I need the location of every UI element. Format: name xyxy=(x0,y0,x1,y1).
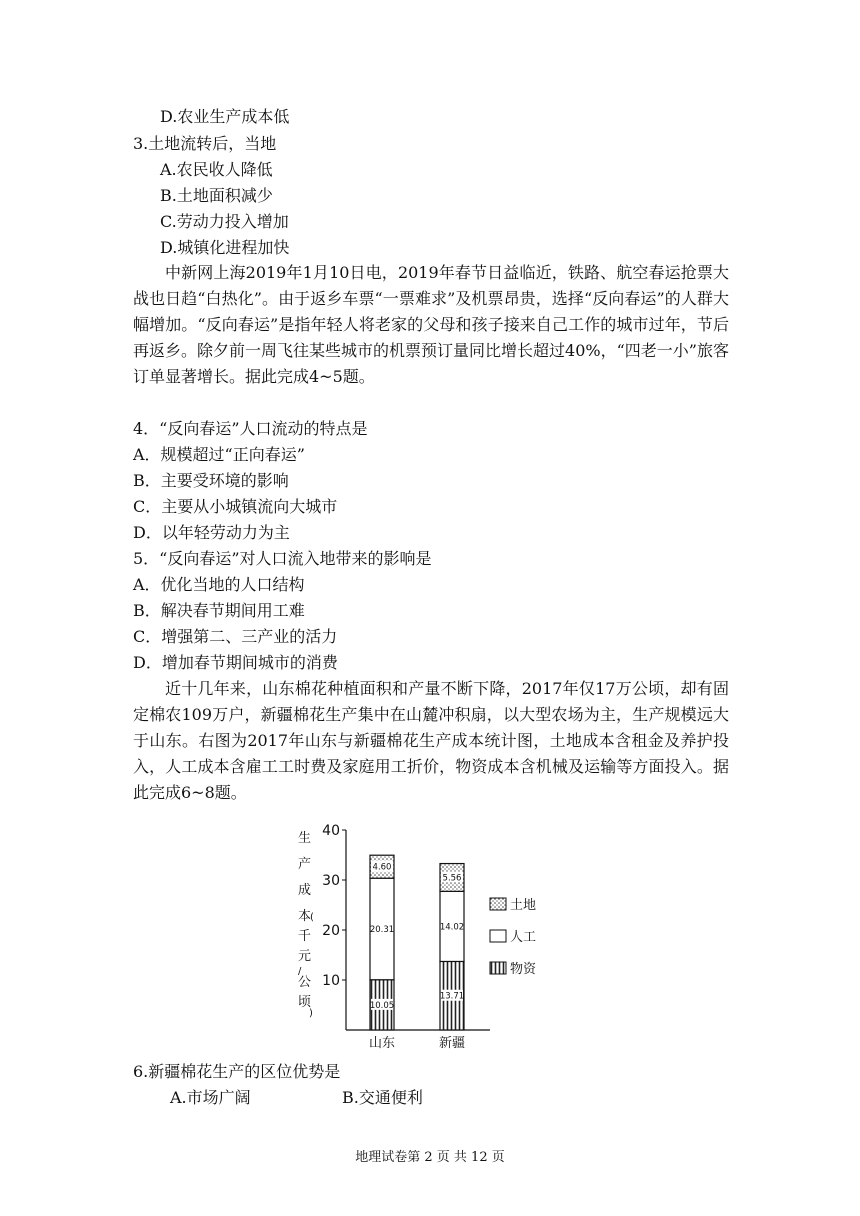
passage-cotton xyxy=(133,676,729,806)
q5-stem: 5．“反向春运”对人口流入地带来的影响是 xyxy=(133,549,432,568)
ylabel-char: 顷 xyxy=(298,995,312,1010)
q4-option-c: C．主要从小城镇流向大城市 xyxy=(133,497,338,516)
legend-label: 物资 xyxy=(510,962,537,977)
ylabel-char: / xyxy=(298,966,302,977)
passage2-text: 近十几年来，山东棉花种植面积和产量不断下降，2017年仅17万公顷，却有固定棉农109万户，新疆棉花生产集中在山麓冲积扇，以大型农场为主，生产规模远大于山东。右图为2017年山东与新疆棉花生产成本统计图，土地成本含租金及养护投入，人工成本含雇工工时费及家庭用工折价，物资成本含机械及运输等方面投入。据此完成6~8题。 xyxy=(133,679,729,802)
value-label: 10.05 xyxy=(369,1000,395,1011)
value-label: 20.31 xyxy=(369,924,395,935)
ylabel-char: 生 xyxy=(298,831,312,846)
q4-option-a: A．规模超过“正向春运” xyxy=(133,445,305,464)
y-tick-label: 10 xyxy=(322,973,340,989)
x-category-label: 新疆 xyxy=(438,1036,466,1050)
q3-stem: 3.土地流转后，当地 xyxy=(133,134,277,153)
passage-reverse-spring-travel xyxy=(133,260,729,390)
ylabel-char: 本 xyxy=(298,909,312,924)
value-label: 5.56 xyxy=(442,873,462,884)
ylabel-char: 公 xyxy=(298,975,312,990)
legend-swatch-人工 xyxy=(490,930,506,942)
value-label: 14.02 xyxy=(439,922,465,933)
q5-option-c: C．增强第二、三产业的活力 xyxy=(133,627,338,646)
q5-option-b: B．解决春节期间用工难 xyxy=(133,601,305,620)
ylabel-char: 成 xyxy=(298,883,312,898)
ylabel-char: ( xyxy=(310,912,314,923)
ylabel-char: ) xyxy=(309,1008,313,1019)
x-category-label: 山东 xyxy=(368,1036,396,1050)
legend-swatch-土地 xyxy=(490,898,506,910)
q2-option-d: D.农业生产成本低 xyxy=(160,107,290,126)
value-label: 4.60 xyxy=(372,862,392,873)
q5-option-a: A．优化当地的人口结构 xyxy=(133,575,305,594)
legend-label: 人工 xyxy=(510,930,537,945)
ylabel-char: 千 xyxy=(298,929,312,944)
q3-option-b: B.土地面积减少 xyxy=(160,186,273,205)
cotton-cost-chart xyxy=(290,818,560,1050)
page-footer: 地理试卷第 2 页 共 12 页 xyxy=(355,1150,505,1165)
ylabel-char: 产 xyxy=(298,857,312,872)
ylabel-char: 元 xyxy=(298,949,312,964)
y-tick-label: 20 xyxy=(322,923,340,939)
q6-option-a: A.市场广阔 xyxy=(170,1088,251,1107)
legend-label: 土地 xyxy=(510,898,537,913)
q4-stem: 4．“反向春运”人口流动的特点是 xyxy=(133,419,368,438)
y-tick-label: 40 xyxy=(322,823,340,839)
y-axis-label xyxy=(298,830,314,1019)
q5-option-d: D．增加春节期间城市的消费 xyxy=(133,653,338,672)
legend-swatch-物资 xyxy=(490,962,506,974)
value-label: 13.71 xyxy=(439,991,465,1002)
q6-stem: 6.新疆棉花生产的区位优势是 xyxy=(133,1062,341,1081)
q3-option-c: C.劳动力投入增加 xyxy=(160,212,289,231)
q3-option-a: A.农民收人降低 xyxy=(160,160,273,179)
q3-option-d: D.城镇化进程加快 xyxy=(160,238,290,257)
q6-option-b: B.交通便利 xyxy=(342,1088,423,1107)
y-tick-label: 30 xyxy=(322,873,340,889)
q4-option-d: D．以年轻劳动力为主 xyxy=(133,523,290,542)
passage1-text: 中新网上海2019年1月10日电，2019年春节日益临近，铁路、航空春运抢票大战也日趋“白热化”。由于返乡车票“一票难求”及机票昂贵，选择“反向春运”的人群大幅增加。“反向春运”是指年轻人将老家的父母和孩子接来自己工作的城市过年，节后再返乡。除夕前一周飞往某些城市的机票预订量同比增长超过40%，“四老一小”旅客订单显著增长。据此完成4~5题。 xyxy=(133,263,729,386)
q4-option-b: B．主要受环境的影响 xyxy=(133,471,289,490)
